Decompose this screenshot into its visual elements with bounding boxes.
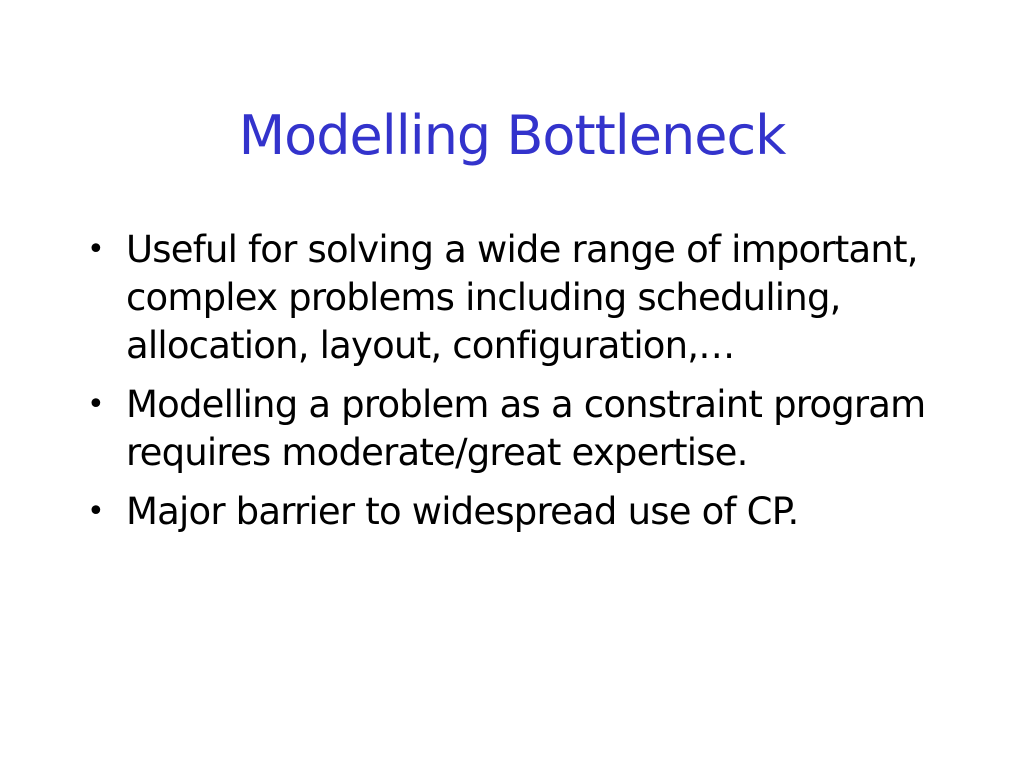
bullet-item (84, 381, 964, 477)
bullet-marker: • (87, 232, 104, 267)
bullet-marker: • (87, 494, 104, 529)
bullet-item (84, 226, 964, 370)
bullet-text: Useful for solving a wide range of important, complex problems including scheduling, allocation, layout, configuration,… (126, 228, 918, 367)
bullet-text: Modelling a problem as a constraint program requires moderate/great expertise. (126, 383, 926, 474)
bullet-marker: • (87, 387, 104, 422)
bullet-item (84, 488, 964, 536)
slide-title: Modelling Bottleneck (238, 104, 786, 167)
bullet-list (84, 226, 964, 547)
bullet-text: Major barrier to widespread use of CP. (126, 490, 799, 533)
